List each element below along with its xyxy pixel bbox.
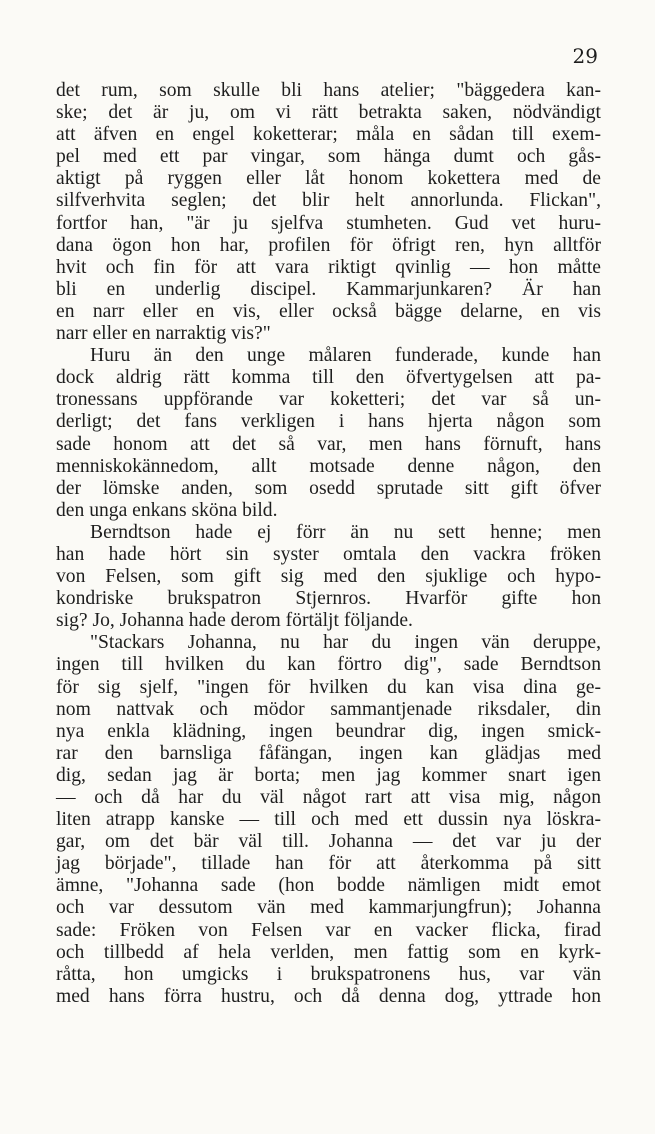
text-line: fortfor han, "är ju sjelfva stumheten. Gud vet huru- (56, 212, 601, 234)
text-line: derligt; det fans verkligen i hans hjerta någon som (56, 411, 601, 433)
text-line: "Stackars Johanna, nu har du ingen vän deruppe, (90, 632, 601, 654)
text-line: ske; det är ju, om vi rätt betrakta saken, nödvändigt (56, 102, 601, 124)
text-line: rar den barnsliga fåfängan, ingen kan glädjas med (56, 742, 601, 764)
body-text (56, 80, 601, 1008)
text-line: — och då har du väl något rart att visa mig, någon (56, 787, 601, 808)
text-line: ämne, "Johanna sade (hon bodde nämligen midt emot (56, 875, 601, 897)
text-line: sig? Jo, Johanna hade derom förtäljt följande. (56, 610, 413, 632)
text-line: dig, sedan jag är borta; men jag kommer snart igen (56, 764, 601, 786)
text-line: liten atrapp kanske — till och med ett dussin nya löskra- (56, 809, 601, 831)
text-line: gar, om det bär väl till. Johanna — det var ju der (56, 831, 601, 853)
text-line: menniskokännedom, allt motsade denne någon, den (56, 455, 601, 477)
text-line: att äfven en engel koketterar; måla en sådan till exem- (56, 124, 601, 146)
text-line: aktigt på ryggen eller låt honom kokettera med de (56, 168, 601, 190)
text-line: sade honom att det så var, men hans förnuft, hans (56, 433, 601, 455)
text-line: den unga enkans sköna bild. (56, 499, 278, 521)
text-line: det rum, som skulle bli hans atelier; "bäggedera kan- (56, 80, 601, 101)
text-line: ingen till hvilken du kan förtro dig", sade Berndtson (56, 654, 601, 676)
text-line: Berndtson hade ej förr än nu sett henne; men (90, 521, 601, 543)
text-line: jag började", tillade han för att återkomma på sitt (56, 853, 601, 875)
text-line: med hans förra hustru, och då denna dog, yttrade hon (56, 985, 601, 1007)
text-line: kondriske brukspatron Stjernros. Hvarför gifte hon (56, 588, 601, 610)
text-line: han hade hört sin syster omtala den vackra fröken (56, 543, 601, 565)
text-line: sade: Fröken von Felsen var en vacker flicka, firad (56, 919, 601, 941)
text-line: nya enkla klädning, ingen beundrar dig, ingen smick- (56, 720, 601, 742)
text-line: bli en underlig discipel. Kammarjunkaren? Är han (56, 278, 601, 300)
text-line: dock aldrig rätt komma till den öfvertygelsen att pa- (56, 367, 601, 389)
text-line: dana ögon hon har, profilen för öfrigt ren, hyn alltför (56, 234, 601, 256)
text-line: för sig sjelf, "ingen för hvilken du kan visa dina ge- (56, 676, 601, 698)
text-line: silfverhvita seglen; det blir helt annorlunda. Flickan", (56, 190, 601, 212)
text-line: von Felsen, som gift sig med den sjuklige och hypo- (56, 566, 601, 588)
text-line: pel med ett par vingar, som hänga dumt och gås- (56, 146, 601, 168)
text-line: nom nattvak och mödor sammantjenade riksdaler, din (56, 698, 601, 720)
text-line: narr eller en narraktig vis?" (56, 323, 271, 345)
text-line: hvit och fin för att vara riktigt qvinlig — hon måtte (56, 256, 601, 278)
text-line: der lömske anden, som osedd sprutade sitt gift öfver (56, 477, 601, 499)
text-line: råtta, hon umgicks i brukspatronens hus, var vän (56, 963, 601, 985)
text-line: och var dessutom vän med kammarjungfrun); Johanna (56, 897, 601, 919)
text-line: tronessans uppförande var koketteri; det var så un- (56, 389, 601, 411)
text-line: en narr eller en vis, eller också bägge delarne, en vis (56, 300, 601, 322)
text-line: och tillbedd af hela verlden, men fattig som en kyrk- (56, 941, 601, 963)
text-line: Huru än den unge målaren funderade, kunde han (90, 345, 601, 367)
page-number: 29 (572, 44, 598, 68)
